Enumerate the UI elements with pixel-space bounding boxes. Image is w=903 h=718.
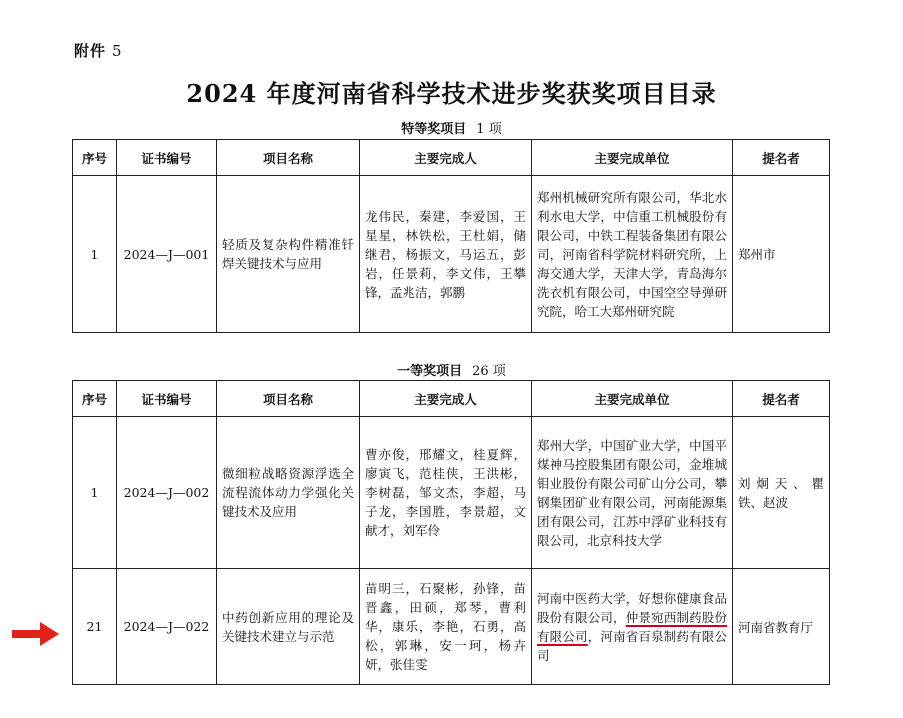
header-people: 主要完成人 bbox=[360, 140, 532, 176]
first-award-caption bbox=[0, 360, 903, 379]
cell-units: 郑州大学，中国矿业大学，中国平煤神马控股集团有限公司，金堆城钼业股份有限公司矿山分公司，攀钢集团矿业有限公司，河南能源集团有限公司，江苏中浮矿业科技有限公司，北京科技大学 bbox=[532, 417, 733, 569]
header-seq: 序号 bbox=[73, 381, 117, 417]
cell-project: 轻质及复杂构件精准钎焊关键技术与应用 bbox=[217, 176, 360, 333]
table-header-row bbox=[73, 140, 830, 176]
header-units: 主要完成单位 bbox=[532, 381, 733, 417]
first-award-table bbox=[72, 380, 830, 685]
cell-project: 中药创新应用的理论及关键技术建立与示范 bbox=[217, 569, 360, 685]
table-header-row bbox=[73, 381, 830, 417]
first-award-count: 26 项 bbox=[472, 364, 506, 379]
cell-seq: 1 bbox=[73, 417, 117, 569]
document-title: 2024 年度河南省科学技术进步奖获奖项目目录 bbox=[186, 79, 717, 108]
header-project: 项目名称 bbox=[217, 381, 360, 417]
table-row bbox=[73, 176, 830, 333]
cell-cert: 2024—J—001 bbox=[117, 176, 217, 333]
header-people: 主要完成人 bbox=[360, 381, 532, 417]
header-nominator: 提名者 bbox=[733, 140, 830, 176]
units-before: 河南中医药大学，好想你健康食品股份有限公司， bbox=[537, 590, 727, 625]
cell-people: 曹亦俊，邢耀文，桂夏辉，廖寅飞，范桂侠，王洪彬，李树磊，邹文杰，李超，马子龙，李国胜，李景超，文献才，刘军伶 bbox=[360, 417, 532, 569]
header-cert: 证书编号 bbox=[117, 140, 217, 176]
table-row-highlighted bbox=[73, 569, 830, 685]
red-arrow-icon bbox=[12, 620, 60, 648]
attachment-number: 5 bbox=[112, 42, 123, 60]
attachment-label bbox=[74, 40, 123, 61]
highlighted-unit: 仲景宛西制药股份有限公司 bbox=[537, 609, 727, 644]
special-award-label: 特等奖项目 bbox=[401, 122, 467, 137]
cell-nominator: 刘炯天、瞿铁、赵波 bbox=[733, 417, 830, 569]
table-row bbox=[73, 417, 830, 569]
special-award-count: 1 项 bbox=[476, 122, 502, 137]
header-project: 项目名称 bbox=[217, 140, 360, 176]
cell-cert: 2024—J—002 bbox=[117, 417, 217, 569]
special-award-table bbox=[72, 139, 830, 333]
cell-cert: 2024—J—022 bbox=[117, 569, 217, 685]
cell-seq: 1 bbox=[73, 176, 117, 333]
header-seq: 序号 bbox=[73, 140, 117, 176]
cell-project: 微细粒战略资源浮选全流程流体动力学强化关键技术及应用 bbox=[217, 417, 360, 569]
cell-nominator: 河南省教育厅 bbox=[733, 569, 830, 685]
special-award-caption bbox=[0, 118, 903, 137]
cell-nominator: 郑州市 bbox=[733, 176, 830, 333]
cell-seq: 21 bbox=[73, 569, 117, 685]
first-award-label: 一等奖项目 bbox=[397, 364, 463, 379]
units-after: ，河南省百泉制药有限公司 bbox=[537, 628, 727, 663]
cell-people: 苗明三，石聚彬，孙锋，苗晋鑫，田硕，郑琴，曹利华，康乐，李艳，石勇，高松，郭琳，安一珂，杨卉妍，张佳雯 bbox=[360, 569, 532, 685]
cell-units bbox=[532, 569, 733, 685]
header-units: 主要完成单位 bbox=[532, 140, 733, 176]
attachment-text: 附件 bbox=[74, 42, 107, 60]
cell-units: 郑州机械研究所有限公司，华北水利水电大学，中信重工机械股份有限公司，中铁工程装备集团有限公司，河南省科学院材料研究所，上海交通大学，天津大学，青岛海尔洗衣机有限公司，中国空空导弹研究院，哈工大郑州研究院 bbox=[532, 176, 733, 333]
header-cert: 证书编号 bbox=[117, 381, 217, 417]
header-nominator: 提名者 bbox=[733, 381, 830, 417]
cell-people: 龙伟民，秦建，李爱国，王星星，林铁松，王杜娟，储继君，杨振文，马运五，彭岩，任景莉，李文伟，王攀锋，孟兆洁，郭鹏 bbox=[360, 176, 532, 333]
